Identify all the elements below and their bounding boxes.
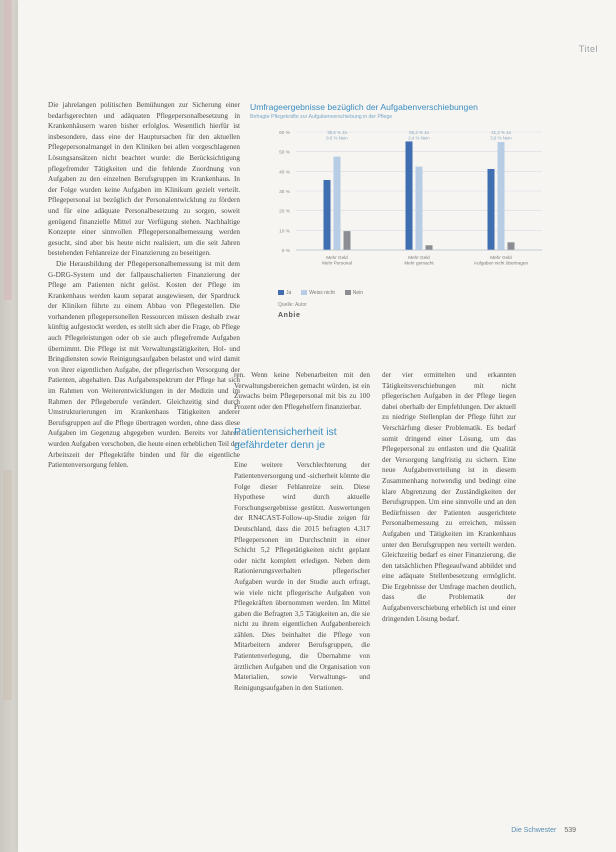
y-tick-label: 30 % (279, 190, 290, 195)
bar-ja (406, 141, 413, 250)
chart-brand-logo: Anbie (278, 312, 301, 319)
chart-legend (278, 290, 363, 296)
y-tick-label: 60 % (279, 131, 290, 136)
paragraph: der vier ermittelten und erkannten Tätigkeitsverschiebungen mit nicht pflegerischen Aufgaben in der Pflege liegen dabei oberhalb der Empfehlungen. Der aktuell zu niedrige Stellenplan der Pflege führt zur Verschärfung dieser Problematik. Es bedarf somit dringend einer Lösung, um das Pflegepersonal zu entlasten und die Qualität der Versorgung langfristig zu sichern. Eine neue Aufgabenverteilung ist in diesem Zusammenhang notwendig und bedingt eine klare Abgrenzung der Zuständigkeiten der Berufsgruppen. Um eine sinnvolle und an den Bedürfnissen der Patienten ausgerichtete Personalbemessung zu erreichen, müssen Aufgaben und Tätigkeiten im Krankenhaus unter den Berufsgruppen neu verteilt werden. Gleichzeitig bedarf es einer Finanzierung, die den tatsächlichen Pflegeaufwand abbildet und eine adäquate Stellenbesetzung ermöglicht. Die Ergebnisse der Umfrage machen deutlich, dass die Problematik der Aufgabenverschiebung erheblich ist und einer dringenden Lösung bedarf. (382, 371, 516, 623)
section-subhead: Patientensicherheit ist gefährdeter denn je (234, 426, 337, 452)
legend-swatch (278, 290, 284, 295)
bar-chart-plot (250, 122, 550, 287)
bar-ja (324, 180, 331, 250)
legend-label: Ja (286, 290, 292, 296)
adjacent-page-edge (0, 0, 18, 852)
data-annotation: 35,6 % Ja (327, 130, 347, 135)
x-category-label: Mehr Geld (408, 255, 430, 260)
bar-weiss-nicht (416, 167, 423, 250)
data-annotation: 3,9 % Nein (490, 135, 512, 141)
legend-label: Nein (352, 290, 364, 296)
bar-weiss-nicht (334, 157, 341, 250)
bar-nein (344, 231, 351, 250)
page-number: 539 (564, 827, 576, 834)
y-tick-label: 50 % (279, 150, 290, 156)
legend-label: Weiss nicht (309, 290, 335, 296)
y-tick-label: 10 % (279, 229, 290, 235)
text-column-2 (234, 370, 370, 840)
paragraph: Die jahrelangen politischen Bemühungen zur Sicherung einer bedarfsgerechten und adäquaten Pflegepersonalbesetzung in Krankenhäusern waren bisher erfolglos. Wesentlich hierfür ist insbesondere, dass eine der Hauptursachen für den aktuellen Pflegepersonalmangel in den Kliniken bei allen vorgeschlagenen Lösungsansätzen nicht beachtet wurde: die Berücksichtigung pflegefremder Tätigkeiten und die fehlende Zuordnung von Aufgaben zu den einzelnen Berufsgruppen im Krankenhaus. In der Folge wurden keine Aufgaben im Klinikum gezielt verteilt. Pflegepersonal ist bezüglich der Personalentwicklung zu fördern und für eine adäquate Personalbesetzung zu sorgen, soweit genügend finanzielle Mittel zur Verfügung stehen. Nachhaltige Konzepte einer sinnvollen Pflegepersonalbemessung werden gesucht, sind aber bis heute nicht realisiert, um die seit Jahren bestehenden Fehlanreize der Finanzierung zu beseitigen. (48, 101, 240, 258)
data-annotation: 55,2 % Ja (409, 130, 429, 135)
paragraph: ren. Wenn keine Nebenarbeiten mit den Verwaltungsbereichen gemacht würden, ist ein Zuwachs beim Pflegepersonal mit bis zu 100 Prozent oder den Pflegehelfern finanzierbar. (234, 371, 370, 411)
data-annotation: 2,4 % Nein (408, 135, 430, 141)
page-edge-tint (4, 0, 12, 300)
paragraph: Die Herausbildung der Pflegepersonalbemessung ist mit dem G-DRG-System und der fallpauschalierten Finanzierung der Pflege am Patienten nicht gelöst. Kosten der Pflege im Krankenhaus werden kaum separat ausgewiesen, der Spardruck der Kliniken führte zu einem Abbau von Pflegestellen. Die vorhandenen pflegepersonellen Ressourcen müssen deshalb zwar künftig aufgestockt werden, es stellt sich aber die Frage, ob Pflege auch Pflegeleistungen oder ob sie auch pflegefremde Aufgaben übernimmt. Die Pflege ist mit Verwaltungstätigkeiten, Hol- und Bringdiensten sowie Reinigungsaufgaben belastet und wird damit von ihrer eigentlichen Aufgabe, der pflegerischen Versorgung der Patienten, abgehalten. Das Aufgabenspektrum der Pflege hat sich im Rahmen von Weiterentwicklungen in der Medizin und im Rahmen der Pflegeberufe verändert. Gleichzeitig sind durch Umstrukturierungen im Krankenhaus Tätigkeiten anderer Berufsgruppen auf die Pflege übertragen worden, ohne dass diese Aufgaben im Gegenzug abgegeben wurden. Bereits vor Jahren wurden Aufgaben verschoben, die heute einen erheblichen Teil der Arbeitszeit der Pflegekräfte binden und für die eigentliche Patientenversorgung fehlen. (48, 259, 240, 470)
y-tick-label: 40 % (279, 170, 290, 176)
legend-swatch (301, 290, 307, 295)
chart-title: Umfrageergebnisse bezüglich der Aufgabenverschiebungen (250, 102, 478, 112)
x-category-label: Aufgaben nicht übertragen (473, 260, 529, 266)
running-head: Titel (578, 44, 598, 54)
bar-nein (508, 242, 515, 250)
legend-swatch (345, 290, 351, 295)
paragraph: Eine weitere Verschlechterung der Patientenversorgung und -sicherheit könnte die Folge dieser Fehlanreize sein. Diese Hypothese wird durch aktuelle Forschungsergebnisse gestützt. Auswertungen der RN4CAST-Follow-up-Studie zeigen für Deutschland, dass die 2015 befragten 4.317 Pflegepersonen im Durchschnitt in einer Schicht 5,2 Pflegetätigkeiten nicht geplant oder nicht komplett erledigen. Neben dem Rationierungsverhalten pflegerischer Aufgaben wurde in der Studie auch erfragt, wie viele nicht pflegerische Aufgaben von Pflegekräften übernommen werden. Im Mittel gaben die Befragten 3,5 Tätigkeiten an, die sie nicht zu ihrem eigentlichen Aufgabenbereich zählen. Dies beinhaltet die Pflege von Mitarbeitern anderer Berufsgruppen, die Patientenverlegung, die Übernahme von ärztlichen Aufgaben und die Organisation von Materialien, sowie Verwaltungs- und Reinigungsaufgaben in den Stationen. (234, 461, 370, 692)
bar-nein (426, 245, 433, 250)
chart-subtitle: Befragte Pflegekräfte zur Aufgabenverschiebung in der Pflege (250, 114, 393, 120)
data-annotation: 9,6 % Nein (326, 135, 348, 141)
magazine-name: Die Schwester (511, 827, 557, 834)
y-tick-label: 20 % (279, 209, 290, 215)
bar-ja (488, 169, 495, 250)
x-category-label: Mehr gemacht (404, 260, 434, 266)
page-edge-tint (3, 470, 12, 700)
legend-item (301, 290, 334, 296)
bar-weiss-nicht (498, 142, 505, 250)
x-category-label: Mehr Personal (322, 260, 352, 266)
text-column-3 (382, 370, 516, 820)
text-column-1 (48, 100, 240, 840)
x-category-label: Mehr Geld (326, 255, 348, 260)
chart-source: Quelle: Autor (278, 302, 307, 308)
page-footer (511, 827, 576, 834)
legend-item (345, 290, 363, 296)
data-annotation: 41,2 % Ja (491, 130, 511, 135)
y-tick-label: 0 % (281, 249, 290, 254)
survey-chart (250, 102, 550, 332)
x-category-label: Mehr Geld (490, 255, 512, 260)
legend-item (278, 290, 291, 296)
